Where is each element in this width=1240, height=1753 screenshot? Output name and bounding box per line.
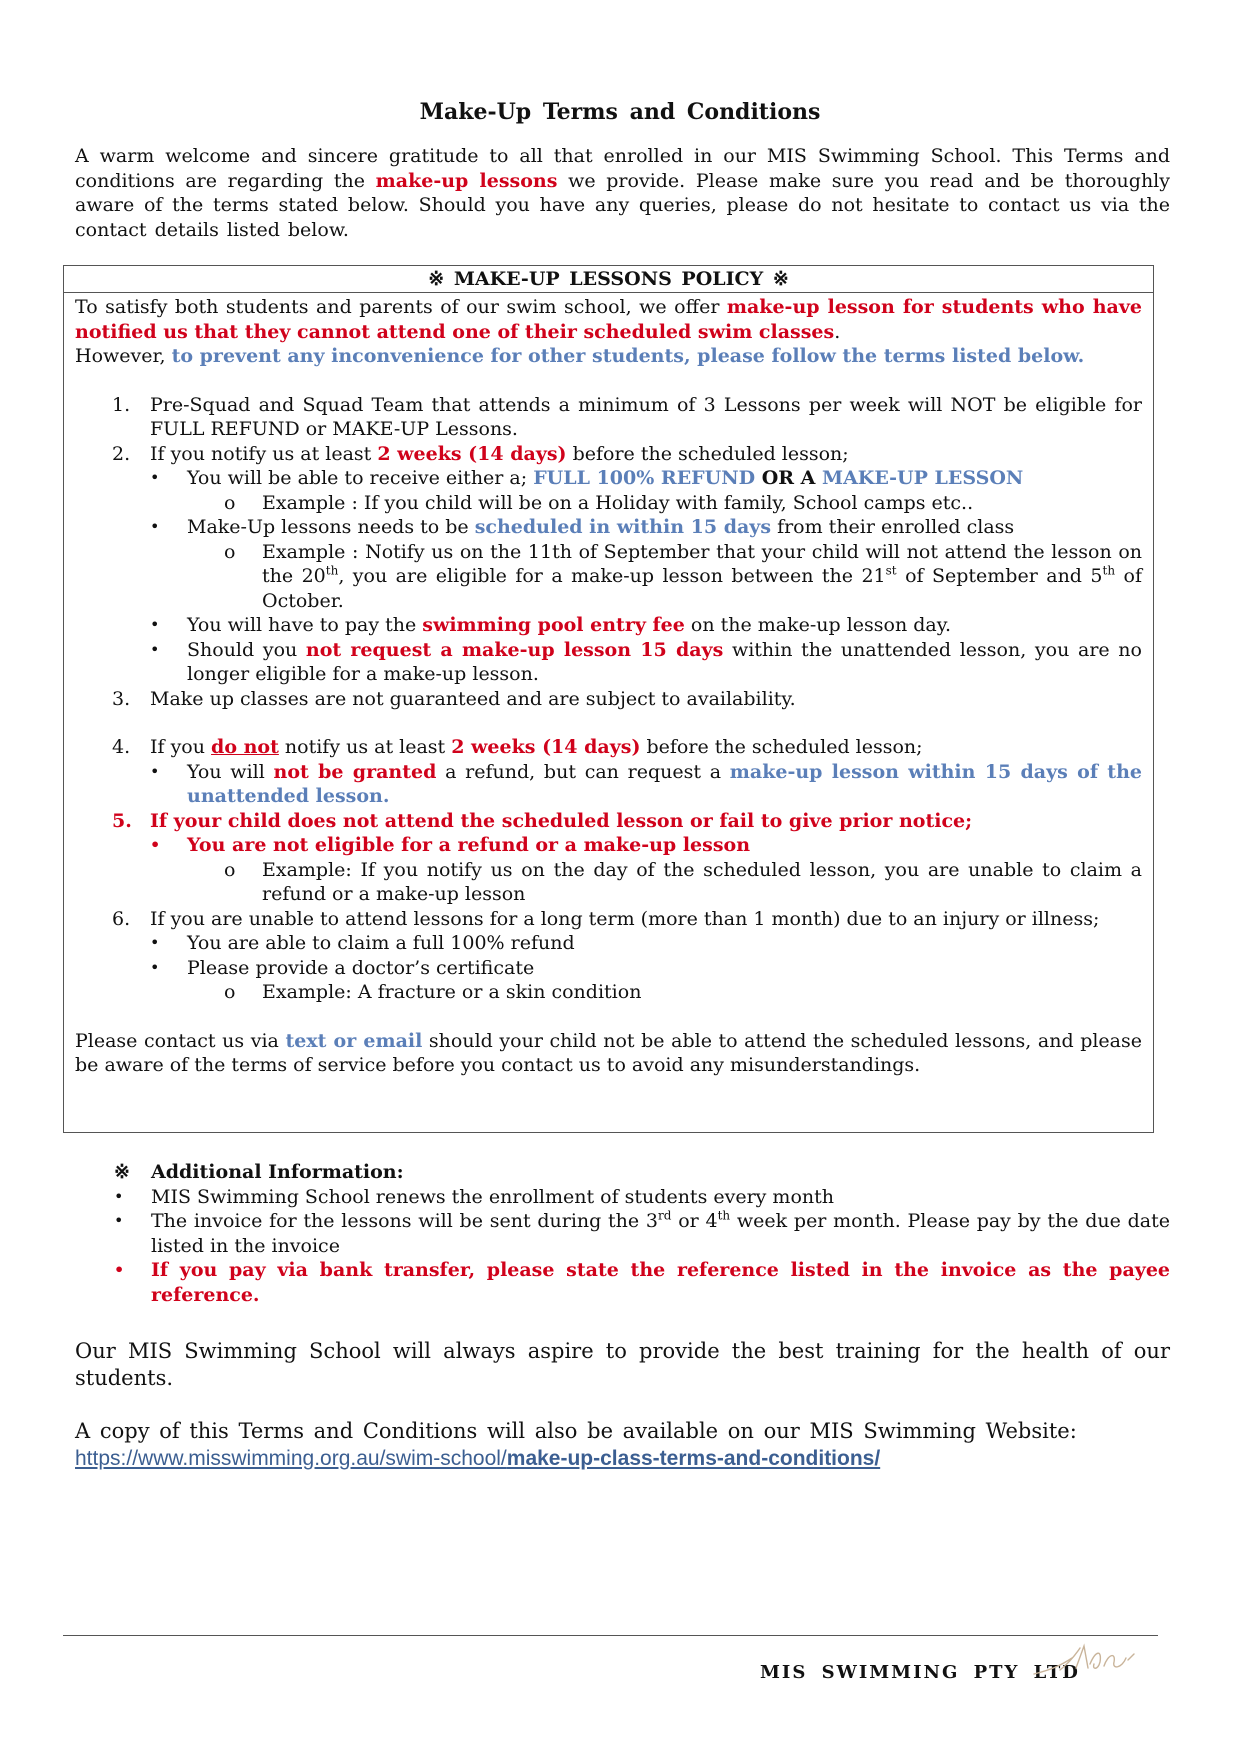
list-item: • Please provide a doctor’s certificate o Example: A fracture or a skin condition [150,956,1142,1005]
bullet-icon: • [150,615,160,634]
additional-info-heading: ※ Additional Information: [114,1161,404,1183]
policy-box [63,265,1154,1133]
sub-item: o Example: If you notify us on the day of the scheduled lesson, you are unable to claim a refund or a make-up lesson [224,858,1142,905]
bullet-icon: • [150,933,160,952]
term-item: 1. Pre-Squad and Squad Team that attends a minimum of 3 Lessons per week will NOT be eligible for FULL REFUND or MAKE-UP Lessons. [112,393,1142,440]
policy-heading: ※ MAKE-UP LESSONS POLICY ※ [64,266,1153,293]
list-item: • MIS Swimming School renews the enrollment of students every month [114,1185,834,1208]
policy-intro: To satisfy both students and parents of our swim school, we offer make-up lesson for students who have notified us that they cannot attend one of their scheduled swim classes. [75,296,1142,343]
website-link[interactable]: https://www.misswimming.org.au/swim-school/make-up-class-terms-and-conditions/ [75,1447,881,1470]
circle-bullet-icon: o [224,858,236,881]
list-item: • You are able to claim a full 100% refund [150,932,575,954]
policy-however: However, to prevent any inconvenience for other students, please follow the terms listed below. [75,345,1085,367]
intro-highlight: make-up lessons [375,169,558,192]
term-item: 2. If you notify us at least 2 weeks (14 days) before the scheduled lesson; • You will be able to receive either a; FULL 100% REFUND OR A MAKE-UP LESSON o Example : If you child will be on a Holiday with family, School camps etc.. • Make-Up lessons needs to be scheduled in within 15 days from their enrolled class o Example : Notify us on the 11th of September that your child will not attend the lesson on the 20th, you are eligible for a make-up lesson between the 21st of September and 5th of October. • You will have to pay the swimming pool entry fee on the make-up lesson day. • Should you not request a make-up lesson 15 days within the unattended lesson, you are no longer eligible for a make-up lesson. [112,442,1142,685]
bullet-icon: • [114,1186,124,1206]
list-item: • If you pay via bank transfer, please state the reference listed in the invoice as the payee reference. [114,1259,1170,1306]
list-item: • You are not eligible for a refund or a make-up lesson o Example: If you notify us on the day of the scheduled lesson, you are unable to claim a refund or a make-up lesson [150,834,1142,905]
additional-info-section [114,1160,1170,1307]
reference-mark-icon: ※ [114,1161,130,1183]
term-item: 4. If you do not notify us at least 2 weeks (14 days) before the scheduled lesson; • You will not be granted a refund, but can request a make-up lesson within 15 days of the unattended lesson. [112,736,1142,807]
footer-company-name: MIS SWIMMING PTY LTD [760,1662,1080,1683]
bullet-icon: • [150,761,160,781]
sub-item: o Example : If you child will be on a Holiday with family, School camps etc.. [224,491,974,514]
sub-item: o Example : Notify us on the 11th of September that your child will not attend the lesson on the 20th, you are eligible for a make-up lesson between the 21st of September and 5th of October. [224,540,1142,612]
terms-list [75,393,1142,1005]
bullet-icon: • [114,1260,125,1279]
term-item: 6. If you are unable to attend lessons for a long term (more than 1 month) due to an injury or illness; • You are able to claim a full 100% refund • Please provide a doctor’s certificate o Example: A fracture or a skin condition [75,907,1142,1005]
circle-bullet-icon: o [224,981,236,1003]
signature-image [1030,1640,1150,1680]
contact-paragraph: Please contact us via text or email should your child not be able to attend the scheduled lessons, and please be aware of the terms of service before you contact us to avoid any misunderstandings. [75,1029,1142,1076]
list-item: • The invoice for the lessons will be sent during the 3rd or 4th week per month. Please pay by the due date listed in the invoice [114,1208,1170,1257]
intro-paragraph: A warm welcome and sincere gratitude to all that enrolled in our MIS Swimming School. This Terms and conditions are regarding the make-up lessons we provide. Please make sure you read and be thoroughly aware of the terms stated below. Should you have any queries, please do not hesitate to contact us via the contact details listed below. [75,145,1170,241]
term-item: 5. If your child does not attend the scheduled lesson or fail to give prior notice; • You are not eligible for a refund or a make-up lesson o Example: If you notify us on the day of the scheduled lesson, you are unable to claim a refund or a make-up lesson [112,809,1142,905]
bullet-icon: • [150,639,160,659]
website-paragraph: A copy of this Terms and Conditions will also be available on our MIS Swimming Website: https://www.misswimming.org.au/swim-school/make-up-class-terms-and-conditions/ [75,1419,1077,1470]
list-item: • You will not be granted a refund, but can request a make-up lesson within 15 days of the unattended lesson. [150,760,1142,807]
list-item: • You will have to pay the swimming pool entry fee on the make-up lesson day. [150,614,951,636]
page-title: Make-Up Terms and Conditions [419,99,821,125]
reference-mark-icon: ※ [772,268,789,290]
circle-bullet-icon: o [224,540,236,563]
closing-paragraph: Our MIS Swimming School will always aspire to provide the best training for the health of our students. [75,1339,1170,1390]
term-item: 3. Make up classes are not guaranteed and are subject to availability. [112,687,796,710]
list-item: • Should you not request a make-up lesson 15 days within the unattended lesson, you are no longer eligible for a make-up lesson. [150,638,1142,685]
circle-bullet-icon: o [224,491,236,514]
bullet-icon: • [150,468,160,487]
reference-mark-icon: ※ [428,268,445,290]
list-item: • Make-Up lessons needs to be scheduled in within 15 days from their enrolled class o Example : Notify us on the 11th of September that your child will not attend the lesson on the 20th, you are eligible for a make-up lesson between the 21st of September and 5th of October. [150,516,1142,612]
bullet-icon: • [114,1211,124,1230]
bullet-icon: • [150,835,161,854]
bullet-icon: • [150,957,160,977]
sub-item: o Example: A fracture or a skin condition [224,981,642,1003]
list-item: • You will be able to receive either a; FULL 100% REFUND OR A MAKE-UP LESSON o Example : If you child will be on a Holiday with family, School camps etc.. [150,466,1142,515]
footer-divider [63,1635,1158,1636]
bullet-icon: • [150,517,160,536]
